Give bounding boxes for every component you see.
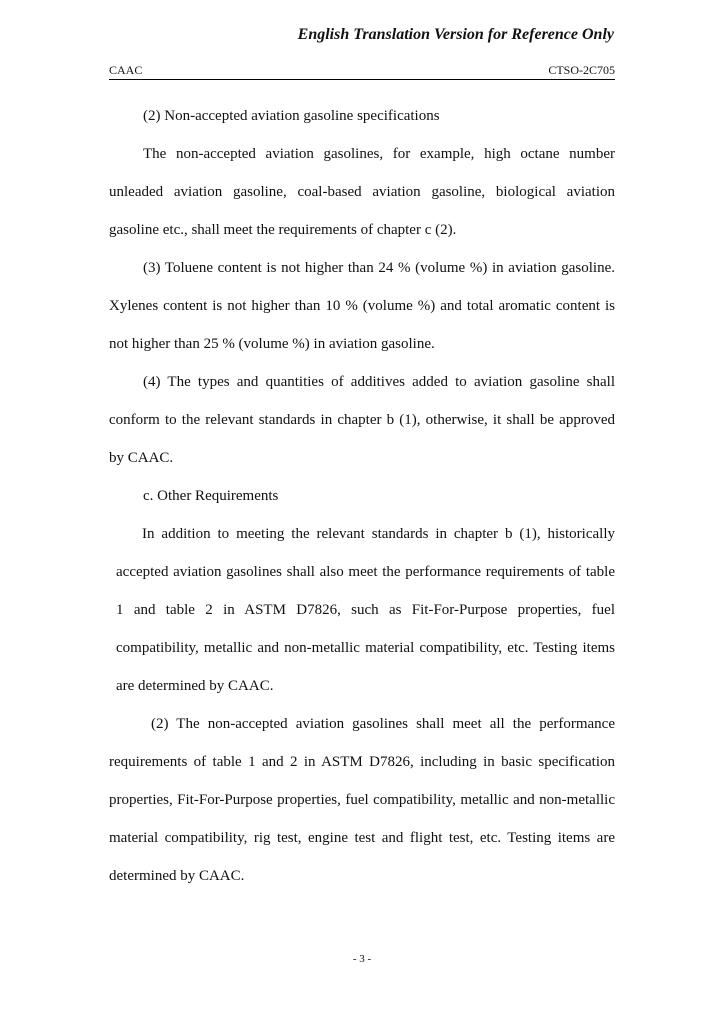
page-header [109, 63, 615, 80]
section-other-requirements: c. Other Requirements [143, 488, 279, 504]
header-doc-id: CTSO-2C705 [548, 63, 615, 77]
header-org: CAAC [109, 63, 143, 77]
indented-block [109, 515, 615, 705]
page-number: - 3 - [352, 953, 372, 965]
paragraph-non-accepted-gasolines: The non-accepted aviation gasolines, for example, high octane number unleaded aviation gasoline, coal-based aviation gasoline, biological aviation gasoline etc., shall meet the requirements of chapter c (2). [109, 146, 615, 238]
translation-note: English Translation Version for Reference Only [297, 26, 614, 43]
paragraph-additives: (4) The types and quantities of additives added to aviation gasoline shall conform to the relevant standards in chapter b (1), otherwise, it shall be approved by CAAC. [109, 374, 615, 466]
paragraph-aromatic-content: (3) Toluene content is not higher than 24 % (volume %) in aviation gasoline. Xylenes content is not higher than 10 % (volume %) and total aromatic content is not higher than 25 % (volume %) in aviation gasoline. [109, 260, 615, 352]
paragraph-non-accepted-spec-heading: (2) Non-accepted aviation gasoline specifications [143, 108, 440, 124]
document-body [109, 97, 615, 895]
paragraph-historically-accepted: In addition to meeting the relevant standards in chapter b (1), historically accepted aviation gasolines shall also meet the performance requirements of table 1 and table 2 in ASTM D7826, such as Fit-For-Purpose properties, fuel compatibility, metallic and non-metallic material compatibility, etc. Testing items are determined by CAAC. [116, 526, 615, 694]
paragraph-non-accepted-performance: (2) The non-accepted aviation gasolines shall meet all the performance requirements of table 1 and 2 in ASTM D7826, including in basic specification properties, Fit-For-Purpose properties, fuel compatibility, metallic and non-metallic material compatibility, rig test, engine test and flight test, etc. Testing items are determined by CAAC. [109, 716, 615, 884]
